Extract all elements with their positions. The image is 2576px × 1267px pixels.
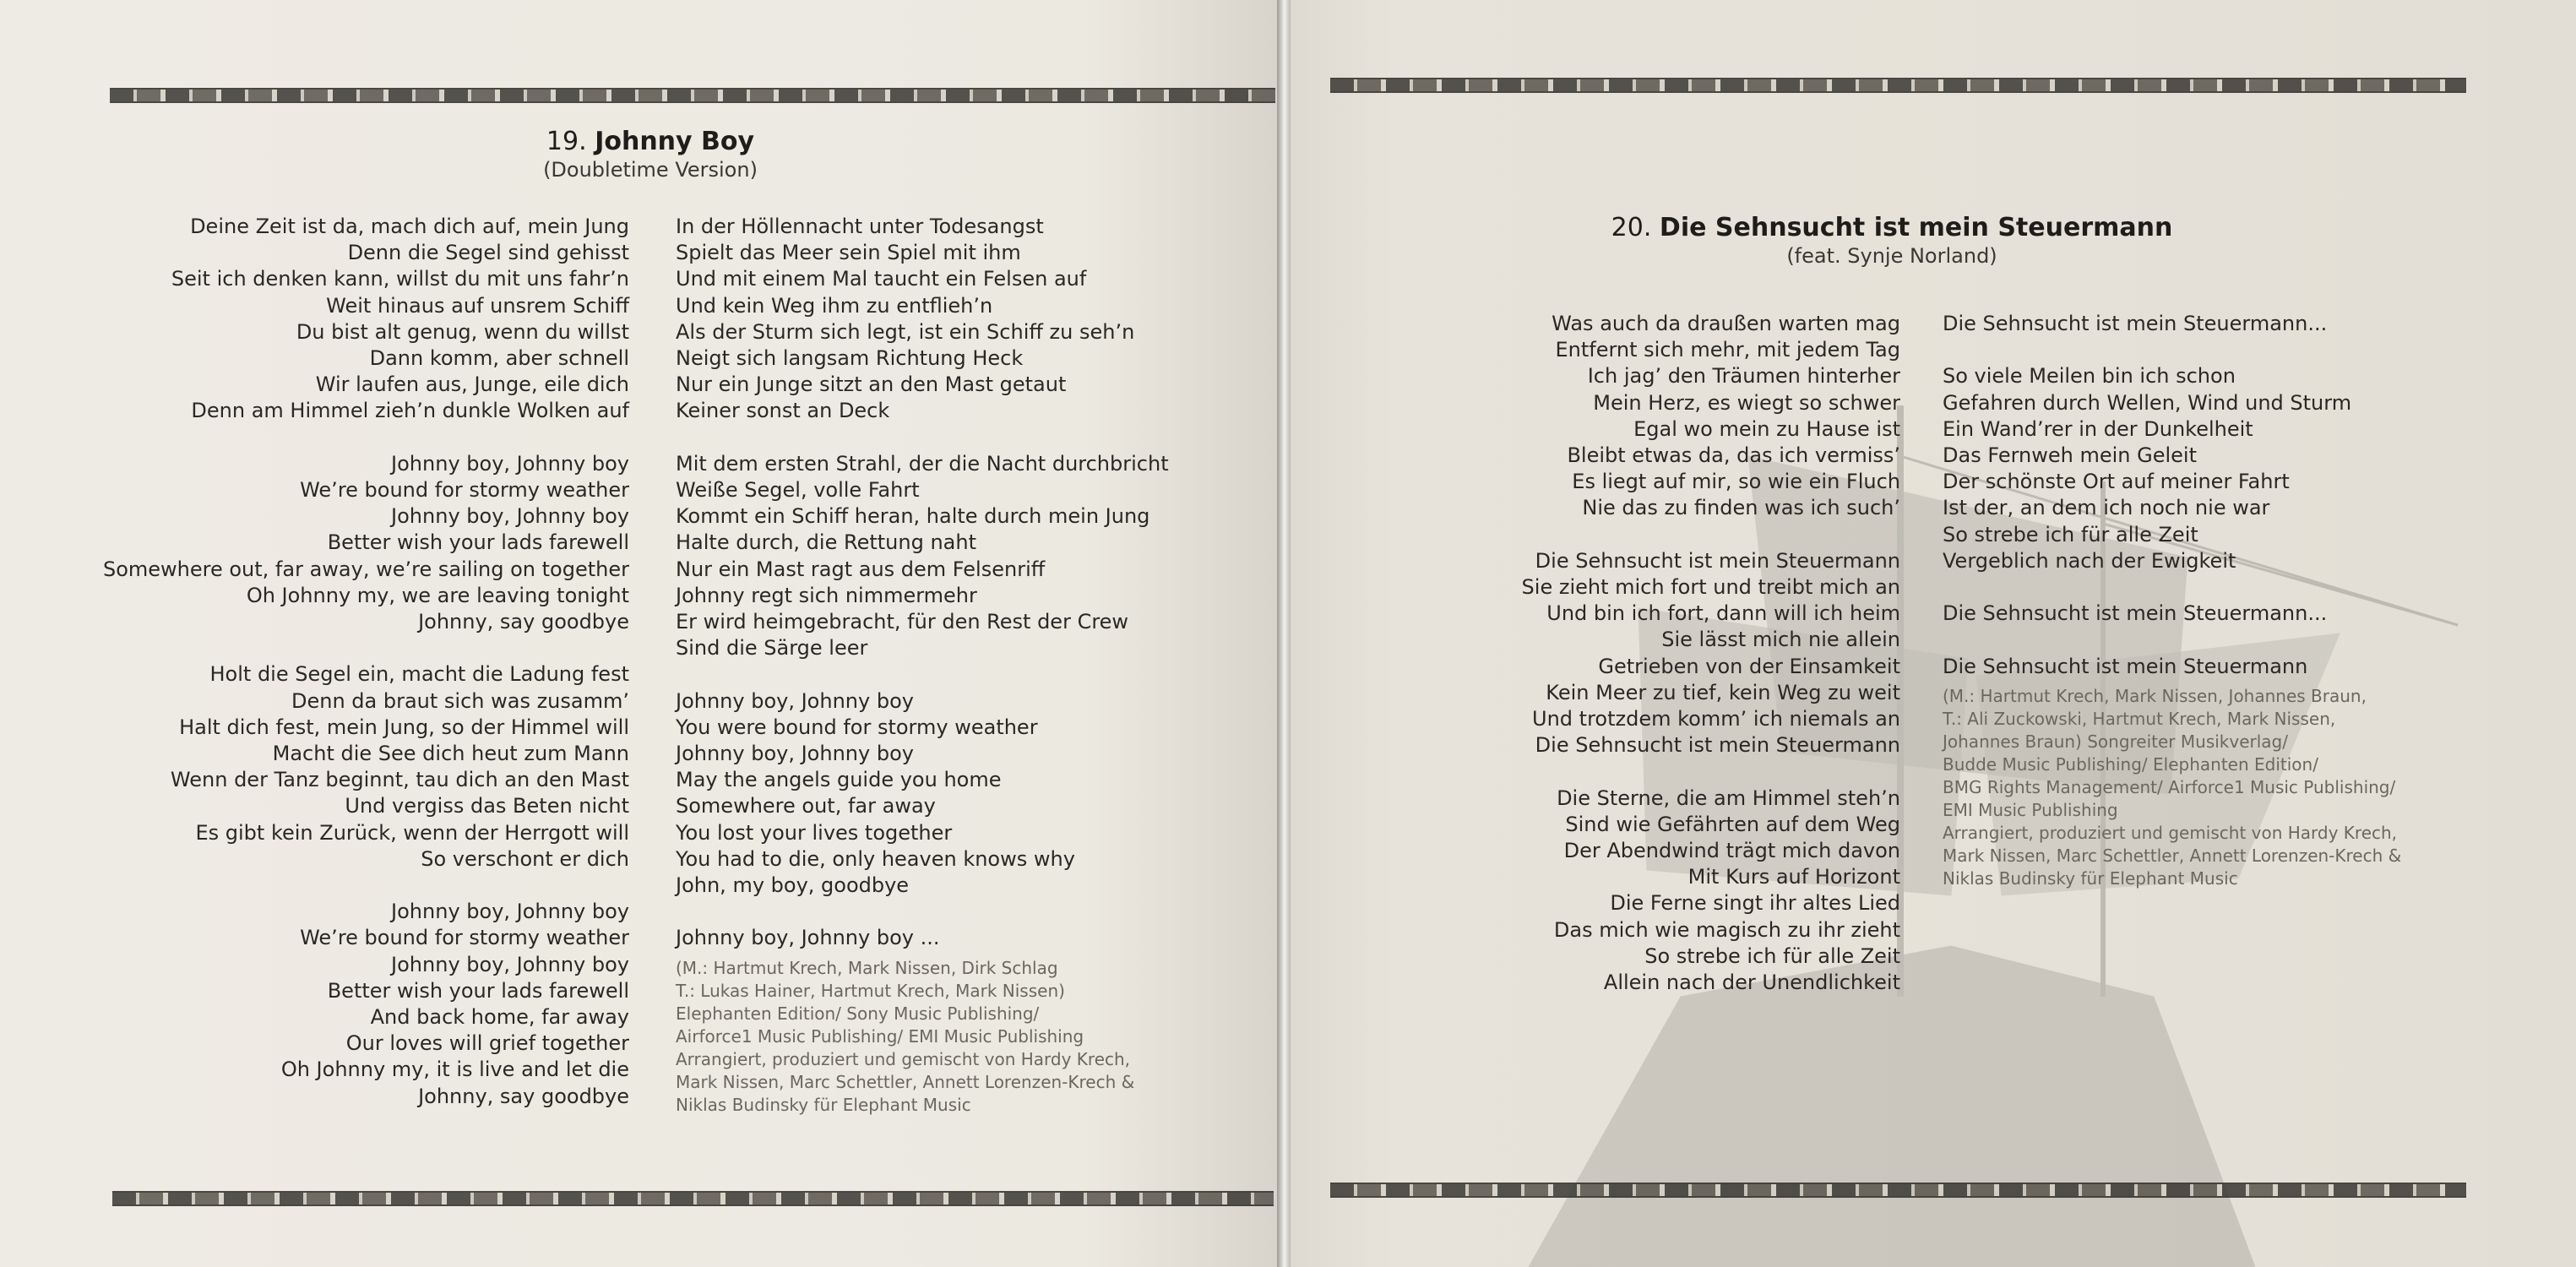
stanza-gap (1943, 337, 2466, 363)
top-border-right (1330, 78, 2466, 93)
lyric-line: Oh Johnny my, we are leaving tonight (246, 583, 629, 607)
stanza-gap (676, 425, 1258, 451)
stanza-gap (1436, 759, 1900, 785)
stanza-gap (676, 899, 1258, 925)
stanza-gap (1436, 522, 1900, 548)
lyric-line: Sie zieht mich fort und treibt mich an (1521, 575, 1900, 600)
lyric-line: Die Ferne singt ihr altes Lied (1610, 891, 1900, 916)
bottom-border-right (1330, 1183, 2466, 1198)
lyric-line: Egal wo mein zu Hause ist (1633, 416, 1900, 441)
lyric-line: Vergeblich nach der Ewigkeit (1943, 548, 2236, 573)
song-title (1512, 213, 2272, 242)
lyric-line: Wir laufen aus, Junge, eile dich (315, 372, 629, 397)
lyric-line: Als der Sturm sich legt, ist ein Schiff zu seh’n (676, 319, 1135, 344)
lyric-line: Du bist alt genug, wenn du willst (296, 319, 629, 344)
song-credits (676, 957, 1258, 1117)
lyric-line: Gefahren durch Wellen, Wind und Sturm (1943, 390, 2352, 415)
stanza-gap (51, 635, 629, 661)
lyric-line: Johnny, say goodbye (418, 610, 629, 634)
track-title: Johnny Boy (595, 127, 755, 156)
credit-line: Elephanten Edition/ Sony Music Publishing/ (676, 1003, 1040, 1024)
song-20-header (1512, 213, 2272, 268)
lyric-line: Johnny boy, Johnny boy (676, 742, 914, 766)
credit-line: T.: Ali Zuckowski, Hartmut Krech, Mark Nissen, (1943, 708, 2336, 729)
lyric-line: Denn am Himmel zieh’n dunkle Wolken auf (191, 399, 629, 423)
lyric-line: Johnny boy, Johnny boy (391, 451, 629, 476)
lyric-line: Johnny boy, Johnny boy ... (676, 926, 940, 950)
lyric-line: Somewhere out, far away (676, 794, 936, 818)
lyric-line: Oh Johnny my, it is live and let die (280, 1058, 629, 1082)
lyric-line: Was auch da draußen warten mag (1552, 312, 1900, 335)
credit-line: Budde Music Publishing/ Elephanten Edition/ (1943, 753, 2318, 775)
lyric-line: Johnny boy, Johnny boy (391, 900, 629, 924)
lyric-line: You were bound for stormy weather (676, 715, 1038, 739)
lyric-line: Better wish your lads farewell (327, 978, 629, 1003)
lyrics-column-2 (676, 214, 1258, 1117)
lyric-line: Our loves will grief together (345, 1031, 629, 1056)
credit-line: Mark Nissen, Marc Schettler, Annett Lorenzen-Krech & (676, 1071, 1135, 1092)
stanza-gap (1943, 574, 2466, 601)
lyric-line: You lost your lives together (676, 820, 953, 845)
lyric-line: So verschont er dich (421, 846, 629, 871)
lyrics-column-1 (1436, 311, 1900, 996)
lyric-line: Sind wie Gefährten auf dem Weg (1565, 812, 1900, 836)
lyric-line: Getrieben von der Einsamkeit (1598, 654, 1900, 678)
lyric-line: Die Sehnsucht ist mein Steuermann (1535, 733, 1900, 758)
song-credits (1943, 685, 2466, 890)
lyric-line: We’re bound for stormy weather (300, 926, 629, 950)
credit-line: Johannes Braun) Songreiter Musikverlag/ (1943, 731, 2288, 752)
lyrics-column-1 (51, 214, 629, 1110)
track-subtitle: (feat. Synje Norland) (1786, 244, 1997, 268)
credit-line: Niklas Budinsky für Elephant Music (1943, 867, 2238, 889)
lyric-line: So strebe ich für alle Zeit (1943, 522, 2198, 546)
lyric-line: Sie lässt mich nie allein (1661, 628, 1900, 652)
lyric-line: Better wish your lads farewell (327, 530, 629, 555)
lyric-line: Der Abendwind trägt mich davon (1563, 839, 1900, 863)
stanza-gap (51, 873, 629, 899)
lyric-line: Johnny boy, Johnny boy (391, 952, 629, 976)
track-number: 19. (546, 127, 587, 156)
lyric-line: Kein Meer zu tief, kein Weg zu weit (1546, 680, 1900, 704)
lyric-line: Sind die Särge leer (676, 636, 868, 661)
lyric-line: So strebe ich für alle Zeit (1644, 943, 1900, 968)
lyric-line: Macht die See dich heut zum Mann (272, 742, 629, 766)
lyric-line: We’re bound for stormy weather (300, 478, 629, 503)
lyric-line: Bleibt etwas da, das ich vermiss’ (1567, 443, 1900, 468)
booklet-spine (1277, 0, 1291, 1267)
lyric-line: Johnny boy, Johnny boy (676, 688, 914, 713)
lyric-line: Der schönste Ort auf meiner Fahrt (1943, 470, 2290, 494)
lyric-line: Johnny, say goodbye (418, 1084, 629, 1108)
lyric-line: Das Fernweh mein Geleit (1943, 443, 2197, 467)
lyric-line: Die Sehnsucht ist mein Steuermann... (1943, 601, 2328, 626)
credit-line: Arrangiert, produziert und gemischt von Hardy Krech, (1943, 822, 2398, 843)
lyric-line: Kommt ein Schiff heran, halte durch mein Jung (676, 504, 1150, 529)
lyric-line: Denn da braut sich was zusamm’ (291, 688, 629, 713)
lyric-line: Und mit einem Mal taucht ein Felsen auf (676, 267, 1087, 291)
lyric-line: Und trotzdem komm’ ich niemals an (1532, 707, 1900, 731)
lyric-line: Allein nach der Unendlichkeit (1603, 971, 1900, 995)
credit-line: Arrangiert, produziert und gemischt von Hardy Krech, (676, 1048, 1131, 1069)
credit-line: T.: Lukas Hainer, Hartmut Krech, Mark Nissen) (676, 980, 1065, 1001)
track-number: 20. (1611, 213, 1652, 242)
lyric-line: So viele Meilen bin ich schon (1943, 364, 2236, 389)
lyric-line: Mit dem ersten Strahl, der die Nacht durchbricht (676, 451, 1169, 476)
lyric-line: Und bin ich fort, dann will ich heim (1546, 601, 1900, 626)
song-19-header (389, 127, 912, 182)
lyric-line: Die Sehnsucht ist mein Steuermann (1943, 654, 2308, 678)
stanza-gap (51, 425, 629, 451)
lyric-line: Die Sehnsucht ist mein Steuermann... (1943, 312, 2328, 335)
lyric-line: John, my boy, goodbye (676, 873, 910, 898)
lyric-line: Die Sterne, die am Himmel steh’n (1557, 786, 1900, 810)
lyric-line: Johnny regt sich nimmermehr (676, 583, 977, 607)
lyric-line: Ich jag’ den Träumen hinterher (1587, 364, 1900, 389)
track-subtitle: (Doubletime Version) (543, 158, 758, 182)
lyric-line: Mit Kurs auf Horizont (1687, 865, 1900, 889)
credit-line: EMI Music Publishing (1943, 799, 2118, 820)
lyric-line: Das mich wie magisch zu ihr zieht (1553, 917, 1900, 942)
lyric-line: Weiße Segel, volle Fahrt (676, 478, 920, 503)
lyric-line: Und kein Weg ihm zu entflieh’n (676, 293, 993, 318)
credit-line: Niklas Budinsky für Elephant Music (676, 1094, 971, 1115)
credit-line: (M.: Hartmut Krech, Mark Nissen, Johannes Braun, (1943, 685, 2367, 706)
lyric-line: Weit hinaus auf unsrem Schiff (326, 293, 629, 318)
lyric-line: Nur ein Mast ragt aus dem Felsenriff (676, 557, 1046, 581)
lyric-line: Wenn der Tanz beginnt, tau dich an den Mast (170, 768, 629, 792)
lyric-line: Seit ich denken kann, willst du mit uns fahr’n (171, 267, 629, 291)
lyric-line: Entfernt sich mehr, mit jedem Tag (1555, 338, 1900, 362)
stanza-gap (676, 661, 1258, 688)
lyric-line: Johnny boy, Johnny boy (391, 504, 629, 529)
credit-line: BMG Rights Management/ Airforce1 Music Publishing/ (1943, 776, 2396, 797)
lyric-line: Es liegt auf mir, so wie ein Fluch (1572, 470, 1900, 494)
lyric-line: Halte durch, die Rettung naht (676, 530, 976, 555)
lyric-line: In der Höllennacht unter Todesangst (676, 215, 1044, 238)
lyric-line: Die Sehnsucht ist mein Steuermann (1535, 548, 1900, 573)
lyric-line: Nie das zu finden was ich such’ (1582, 496, 1900, 520)
lyric-line: Holt die Segel ein, macht die Ladung fest (209, 662, 629, 687)
track-title: Die Sehnsucht ist mein Steuermann (1659, 213, 2173, 242)
lyric-line: Neigt sich langsam Richtung Heck (676, 346, 1024, 371)
lyrics-column-2 (1943, 311, 2466, 890)
bottom-border-left (112, 1191, 1274, 1206)
lyric-line: Denn die Segel sind gehisst (347, 241, 629, 265)
credit-line: (M.: Hartmut Krech, Mark Nissen, Dirk Schlag (676, 957, 1058, 978)
lyric-line: May the angels guide you home (676, 768, 1002, 792)
credit-line: Airforce1 Music Publishing/ EMI Music Publishing (676, 1025, 1084, 1047)
lyric-line: Nur ein Junge sitzt an den Mast getaut (676, 372, 1067, 397)
lyric-line: Und vergiss das Beten nicht (345, 794, 629, 818)
lyric-line: Es gibt kein Zurück, wenn der Herrgott will (195, 820, 629, 845)
lyric-line: Deine Zeit ist da, mach dich auf, mein Jung (190, 215, 629, 238)
lyric-line: And back home, far away (370, 1005, 629, 1030)
lyric-line: Halt dich fest, mein Jung, so der Himmel will (179, 715, 629, 739)
stanza-gap (1943, 627, 2466, 653)
lyric-line: Dann komm, aber schnell (369, 346, 629, 371)
lyric-line: Er wird heimgebracht, für den Rest der Crew (676, 610, 1129, 634)
credit-line: Mark Nissen, Marc Schettler, Annett Lorenzen-Krech & (1943, 845, 2402, 866)
lyric-line: Keiner sonst an Deck (676, 399, 890, 423)
lyric-line: Ein Wand’rer in der Dunkelheit (1943, 416, 2253, 441)
lyric-line: Ist der, an dem ich noch nie war (1943, 496, 2270, 520)
lyric-line: You had to die, only heaven knows why (676, 846, 1075, 871)
lyric-line: Spielt das Meer sein Spiel mit ihm (676, 241, 1021, 265)
lyric-line: Mein Herz, es wiegt so schwer (1593, 390, 1900, 415)
song-title (389, 127, 912, 156)
top-border-left (110, 88, 1275, 103)
lyric-line: Somewhere out, far away, we’re sailing on together (102, 557, 629, 581)
